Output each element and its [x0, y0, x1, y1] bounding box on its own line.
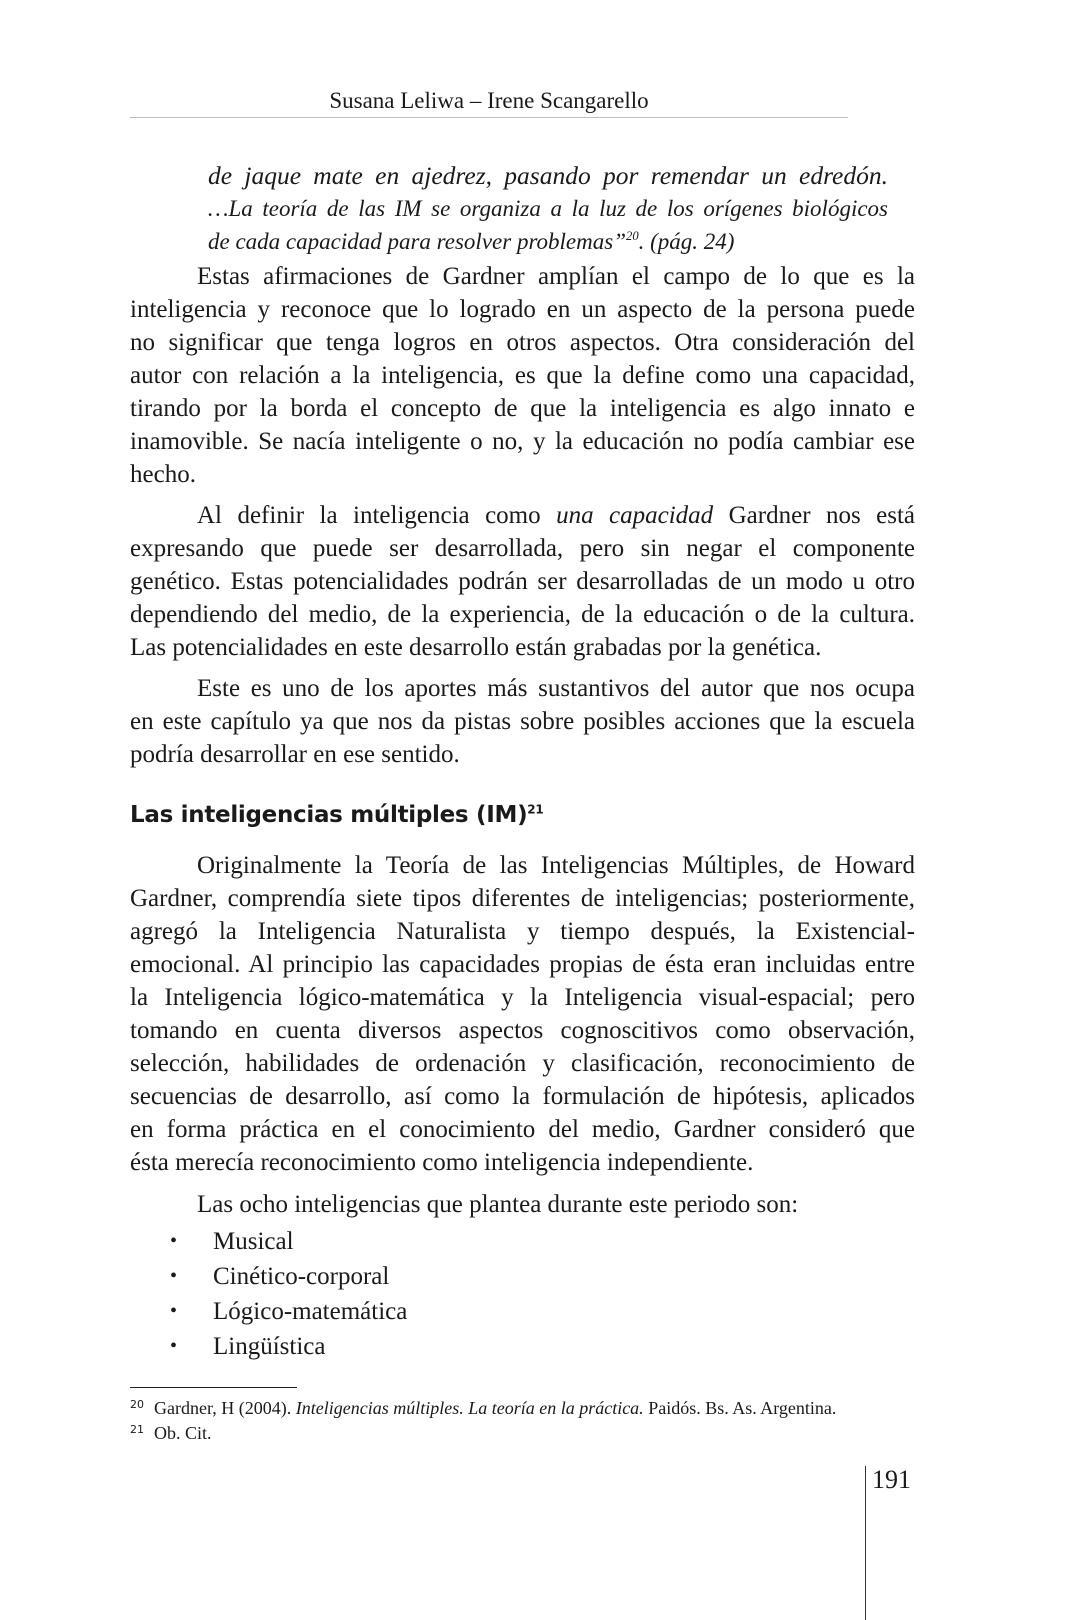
footnote-number: 20 [130, 1398, 144, 1411]
text-run: inteligencia y reconoce que lo logrado en un aspecto de la persona puede [130, 296, 915, 323]
text-run: …La teoría de las IM se organiza a la luz de los orígenes biológicos [208, 196, 888, 221]
footnote-ref: 20 [626, 229, 639, 244]
list-item [170, 1224, 407, 1259]
bullet-list [170, 1224, 407, 1364]
text-run: genético. Estas potencialidades podrán ser desarrolladas de un modo u otro [130, 568, 915, 595]
text-line [130, 705, 915, 738]
text-run: tirando por la borda el concepto de que la inteligencia es algo innato e [130, 395, 915, 422]
text-line [130, 293, 915, 326]
footnote-number: 21 [130, 1423, 144, 1436]
block-quote [208, 159, 888, 258]
paragraph [130, 260, 915, 491]
text-line [130, 326, 915, 359]
text-line [130, 738, 915, 771]
section-heading [130, 798, 543, 832]
footnote [130, 1393, 836, 1420]
text-run: de jaque mate en ajedrez, pasando por remendar un edredón. [208, 161, 888, 190]
text-run: Gardner nos está [713, 502, 915, 529]
text-run: emocional. Al principio las capacidades propias de ésta eran incluidas entre [130, 951, 915, 978]
text-line [130, 425, 915, 458]
text-run: inamovible. Se nacía inteligente o no, y la educación no podía cambiar ese [130, 428, 915, 455]
text-line [130, 532, 915, 565]
text-line [130, 499, 915, 532]
text-run: de cada capacidad para resolver problemas” [208, 229, 626, 254]
text-line [130, 849, 915, 882]
text-run: Originalmente la Teoría de las Inteligencias Múltiples, de Howard [197, 852, 915, 879]
text-line [208, 192, 888, 225]
text-line [130, 948, 915, 981]
text-line [208, 159, 888, 192]
text-run: Este es uno de los aportes más sustantivos del autor que nos ocupa [197, 675, 915, 702]
bullet-icon: • [170, 1300, 178, 1322]
text-run: autor con relación a la inteligencia, es que la define como una capacidad, [130, 362, 915, 389]
page-number: 191 [872, 1465, 911, 1494]
text-run: la Inteligencia lógico-matemática y la Inteligencia visual-espacial; pero [130, 984, 915, 1011]
bullet-icon: • [170, 1265, 178, 1287]
list-item-text: Musical [213, 1228, 294, 1255]
text-run: Las potencialidades en este desarrollo están grabadas por la genética. [130, 634, 822, 661]
text-run: Estas afirmaciones de Gardner amplían el campo de lo que es la [197, 263, 915, 290]
text-run: ésta merecía reconocimiento como inteligencia independiente. [130, 1149, 754, 1176]
paragraph [130, 849, 915, 1179]
text-run: . (pág. 24) [638, 229, 735, 254]
bullet-icon: • [170, 1230, 178, 1252]
bullet-icon: • [170, 1335, 178, 1357]
text-line [130, 1047, 915, 1080]
text-run: hecho. [130, 461, 196, 488]
text-run: tomando en cuenta diversos aspectos cognoscitivos como observación, [130, 1017, 915, 1044]
list-item-text: Lingüística [213, 1333, 326, 1360]
text-line [208, 225, 888, 258]
text-line [130, 458, 915, 491]
text-run: expresando que puede ser desarrollada, pero sin negar el componente [130, 535, 915, 562]
list-item [170, 1294, 407, 1329]
text-run: Las ocho inteligencias que plantea durante este periodo son: [197, 1191, 799, 1218]
paragraph [130, 672, 915, 771]
footnote-rule [130, 1387, 297, 1388]
text-line [130, 915, 915, 948]
text-line [130, 1080, 915, 1113]
text-run: secuencias de desarrollo, así como la formulación de hipótesis, aplicados [130, 1083, 915, 1110]
text-run: podría desarrollar en ese sentido. [130, 741, 460, 768]
text-line [130, 392, 915, 425]
paragraph [130, 1188, 915, 1221]
text-run: no significar que tenga logros en otros aspectos. Otra consideración del [130, 329, 915, 356]
text-line [130, 981, 915, 1014]
text-line [130, 631, 915, 664]
text-line [130, 1146, 915, 1179]
text-line [130, 672, 915, 705]
text-run: dependiendo del medio, de la experiencia, de la educación o de la cultura. [130, 601, 915, 628]
text-line [130, 882, 915, 915]
text-run: Inteligencias múltiples. La teoría en la práctica. [295, 1398, 644, 1418]
text-run: agregó la Inteligencia Naturalista y tiempo después, la Existencial- [130, 918, 915, 945]
text-run: una capacidad [556, 502, 714, 529]
text-run: Ob. Cit. [154, 1423, 212, 1443]
list-item [170, 1329, 407, 1364]
list-item [170, 1259, 407, 1294]
list-item-text: Cinético-corporal [213, 1263, 390, 1290]
text-run: selección, habilidades de ordenación y clasificación, reconocimiento de [130, 1050, 915, 1077]
text-line [130, 1113, 915, 1146]
header-rule [130, 117, 848, 118]
text-run: Gardner, H (2004). [154, 1398, 296, 1418]
footnote [130, 1418, 212, 1445]
footnote-ref: 21 [527, 802, 544, 817]
text-line [130, 1014, 915, 1047]
paragraph [130, 499, 915, 664]
text-run: Paidós. Bs. As. Argentina. [643, 1398, 837, 1418]
text-line [130, 598, 915, 631]
text-run: Gardner, comprendía siete tipos diferentes de inteligencias; posteriormente, [130, 885, 915, 912]
heading-text: Las inteligencias múltiples (IM) [130, 802, 528, 828]
text-line [130, 260, 915, 293]
text-run: en forma práctica en el conocimiento del medio, Gardner consideró que [130, 1116, 915, 1143]
text-run: Al definir la inteligencia como [197, 502, 557, 529]
page-number-rule [865, 1466, 866, 1620]
text-line [130, 565, 915, 598]
running-header: Susana Leliwa – Irene Scangarello [329, 88, 649, 113]
text-run: en este capítulo ya que nos da pistas sobre posibles acciones que la escuela [130, 708, 915, 735]
text-line [130, 1188, 915, 1221]
text-line [130, 359, 915, 392]
footnote-text [154, 1398, 836, 1418]
list-item-text: Lógico-matemática [213, 1298, 408, 1325]
footnote-text [154, 1423, 212, 1443]
